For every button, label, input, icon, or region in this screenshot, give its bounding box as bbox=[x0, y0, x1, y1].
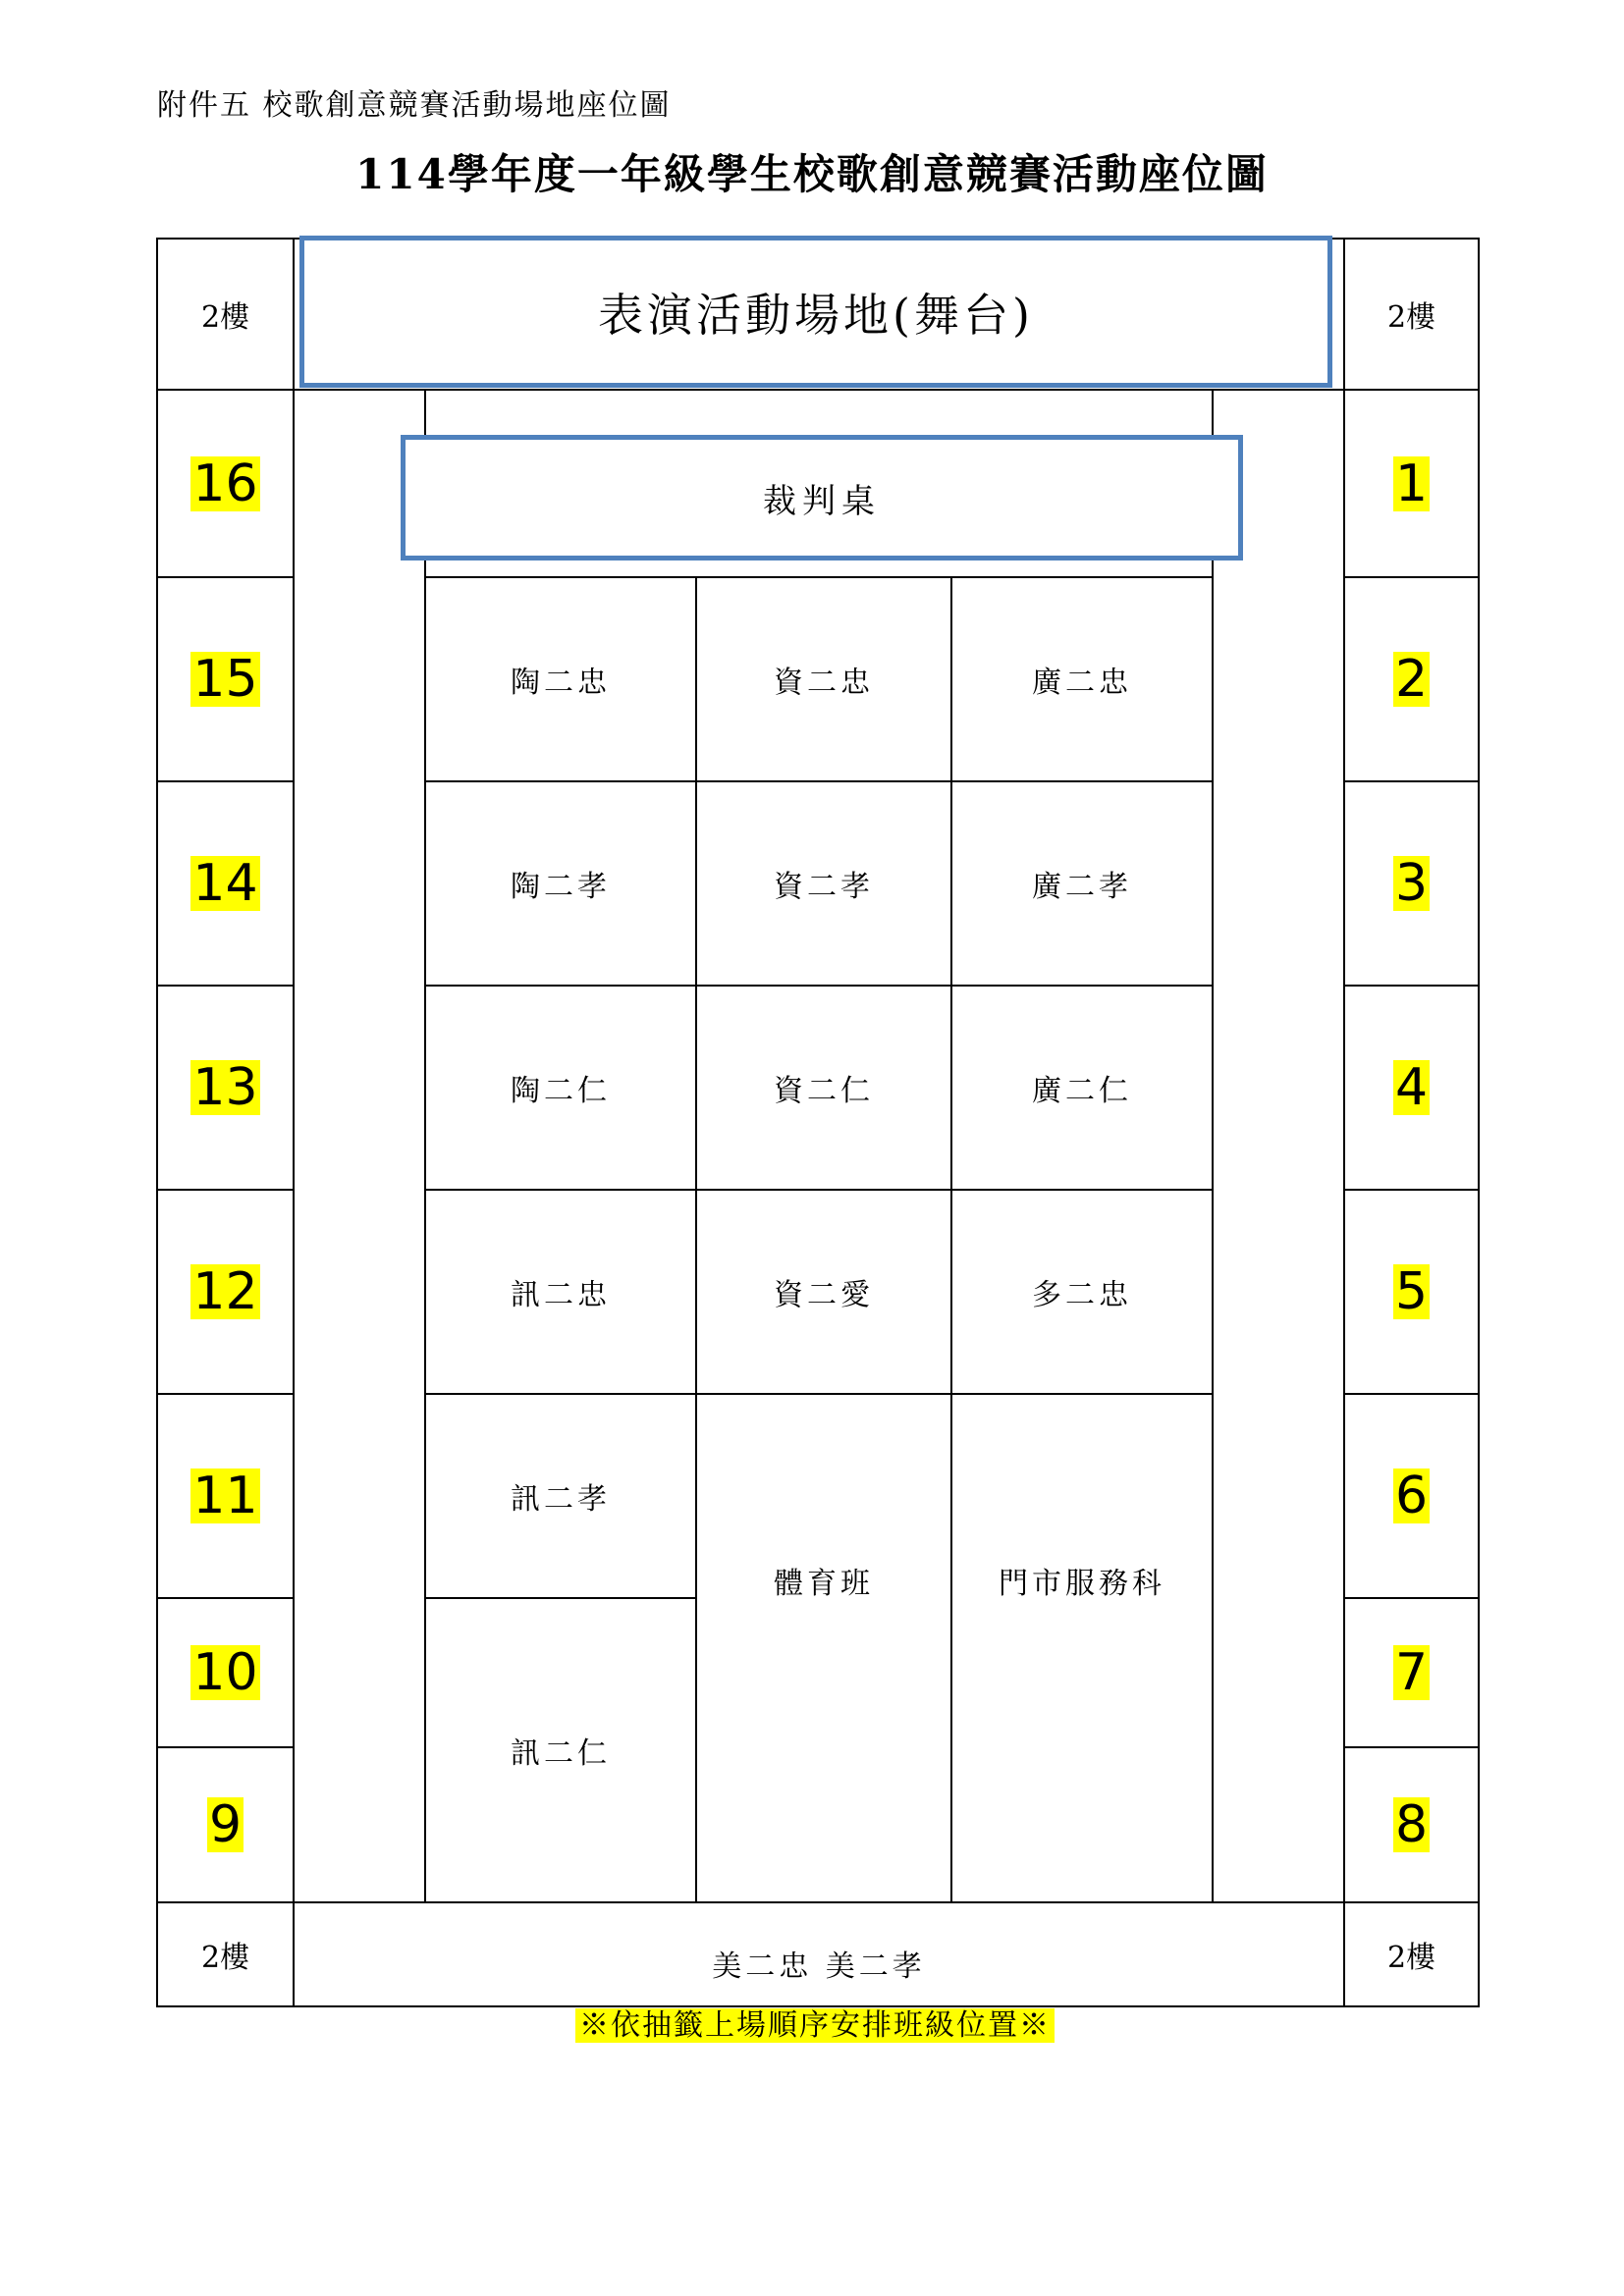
floor-label-top-right: 2樓 bbox=[1386, 300, 1436, 335]
order-number-left bbox=[158, 391, 293, 576]
order-number: 15 bbox=[192, 650, 258, 709]
order-number-right bbox=[1345, 1395, 1478, 1597]
order-number-right bbox=[1345, 1191, 1478, 1393]
order-number-right bbox=[1345, 1748, 1478, 1901]
order-number: 14 bbox=[192, 854, 258, 913]
class-seat: 訊二孝 bbox=[511, 1482, 611, 1517]
order-number: 7 bbox=[1394, 1643, 1429, 1702]
bottom-seat-area: 美二忠 美二孝 bbox=[712, 1949, 926, 1984]
order-number-right bbox=[1345, 391, 1478, 576]
class-seat: 陶二孝 bbox=[511, 870, 611, 904]
floor-label-bottom-left: 2樓 bbox=[200, 1941, 250, 1975]
page-title: 114學年度一年級學生校歌創意競賽活動座位圖 bbox=[355, 150, 1269, 198]
class-seat: 廣二孝 bbox=[1032, 870, 1132, 904]
order-number-left bbox=[158, 1191, 293, 1393]
class-seat: 資二孝 bbox=[774, 870, 874, 904]
order-number-left bbox=[158, 1599, 293, 1746]
order-number: 5 bbox=[1394, 1262, 1429, 1321]
class-seat: 多二忠 bbox=[1032, 1278, 1132, 1312]
floor-label-top-left: 2樓 bbox=[200, 300, 250, 335]
order-number-right bbox=[1345, 1599, 1478, 1746]
class-seat: 廣二忠 bbox=[1032, 666, 1132, 700]
order-number: 2 bbox=[1394, 650, 1429, 709]
class-seat: 陶二仁 bbox=[511, 1074, 611, 1108]
order-number: 12 bbox=[192, 1262, 258, 1321]
order-number: 1 bbox=[1394, 454, 1429, 513]
order-number-right bbox=[1345, 578, 1478, 780]
judge-table bbox=[401, 435, 1243, 561]
order-number-right bbox=[1345, 782, 1478, 985]
order-number: 11 bbox=[192, 1467, 258, 1525]
class-seat: 訊二仁 bbox=[511, 1736, 611, 1771]
stage-area bbox=[299, 236, 1332, 388]
order-number-left bbox=[158, 1395, 293, 1597]
class-seat: 資二愛 bbox=[774, 1278, 874, 1312]
class-seat: 訊二忠 bbox=[511, 1278, 611, 1312]
order-number-right bbox=[1345, 987, 1478, 1189]
class-seat: 資二仁 bbox=[774, 1074, 874, 1108]
order-number: 16 bbox=[192, 454, 258, 513]
stage-label: 表演活動場地(舞台) bbox=[598, 288, 1034, 342]
attachment-label: 附件五 校歌創意競賽活動場地座位圖 bbox=[157, 88, 672, 123]
order-number: 6 bbox=[1394, 1467, 1429, 1525]
class-seat: 資二忠 bbox=[774, 666, 874, 700]
class-seat-merged: 門市服務科 bbox=[999, 1567, 1165, 1601]
judge-table-label: 裁判桌 bbox=[763, 481, 881, 521]
order-number-left bbox=[158, 987, 293, 1189]
order-number-left bbox=[158, 782, 293, 985]
order-number: 9 bbox=[208, 1795, 243, 1854]
arrangement-note bbox=[569, 2001, 1060, 2044]
order-number: 10 bbox=[192, 1643, 258, 1702]
floor-label-bottom-right: 2樓 bbox=[1386, 1941, 1436, 1975]
order-number: 8 bbox=[1394, 1795, 1429, 1854]
class-seat-merged: 體育班 bbox=[774, 1567, 874, 1601]
order-number-left bbox=[158, 1748, 293, 1901]
arrangement-note-text: ※依抽籤上場順序安排班級位置※ bbox=[575, 2008, 1055, 2043]
order-number: 13 bbox=[192, 1058, 258, 1117]
class-seat: 陶二忠 bbox=[511, 666, 611, 700]
class-seat: 廣二仁 bbox=[1032, 1074, 1132, 1108]
order-number: 4 bbox=[1394, 1058, 1429, 1117]
order-number: 3 bbox=[1394, 854, 1429, 913]
order-number-left bbox=[158, 578, 293, 780]
